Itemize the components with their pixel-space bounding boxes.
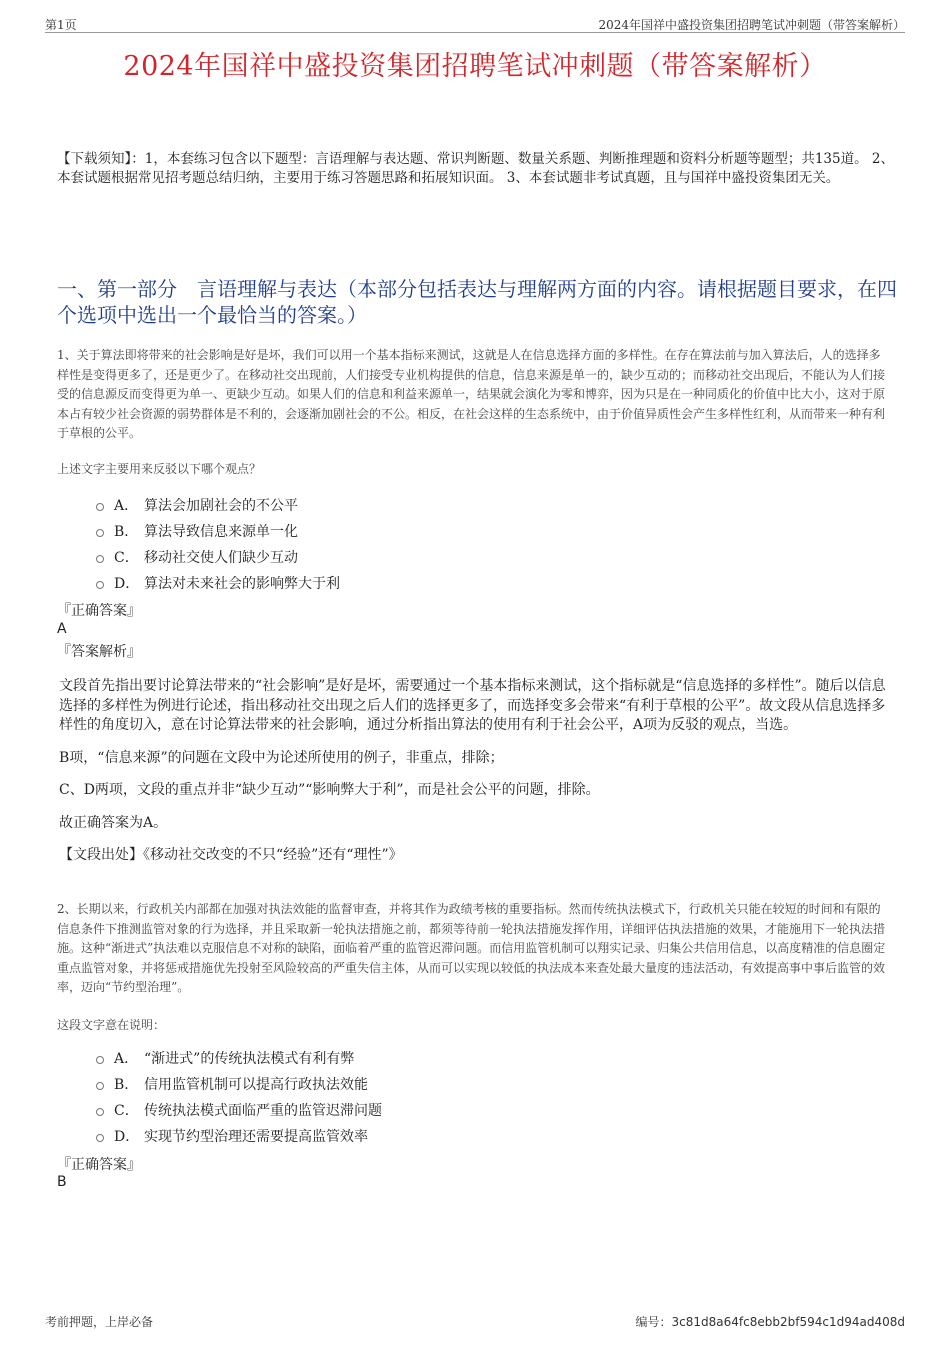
option-text: 传统执法模式面临严重的监管迟滞问题 [144, 1103, 382, 1119]
question-1-answer-label: 『正确答案』 [57, 603, 141, 619]
question-1-analysis [59, 677, 889, 879]
question-2-prompt: 这段文字意在说明： [57, 1018, 166, 1032]
page-header [45, 14, 905, 33]
question-1-option-d[interactable] [96, 570, 796, 596]
option-text: 实现节约型治理还需要提高监管效率 [144, 1129, 368, 1145]
question-2-option-b[interactable] [96, 1071, 796, 1097]
question-2-options [96, 1045, 796, 1149]
option-key: C． [114, 1103, 139, 1119]
question-1-stem: 1、关于算法即将带来的社会影响是好是坏，我们可以用一个基本指标来测试，这就是人在信息选择方面的多样性。在存在算法前与加入算法后，人的选择多样性是变得更多了，还是更少了。在移动社交出现前，人们接受专业机构提供的信息，信息来源是单一的，缺少互动的；而移动社交出现后，不能认为人们接受的信息源反而变得更为单一、更缺少互动。如果人们的信息和利益来源单一，结果就会演化为零和博弈，因为只是在一种同质化的价值中比大小，这对于原本占有较少社会资源的弱势群体是不利的，会逐渐加剧社会的不公。相反，在社会这样的生态系统中，由于价值异质性会产生多样性红利，从而带来一种有利于草根的公平。 [57, 348, 886, 440]
radio-icon[interactable] [96, 1108, 104, 1116]
analysis-paragraph: B项，“信息来源”的问题在文段中为论述所使用的例子，非重点，排除； [59, 749, 504, 766]
option-text: 算法导致信息来源单一化 [144, 524, 298, 540]
question-2-option-d[interactable] [96, 1123, 796, 1149]
option-text: 算法会加剧社会的不公平 [144, 498, 298, 514]
question-2-option-a[interactable] [96, 1045, 796, 1071]
analysis-paragraph: 文段首先指出要讨论算法带来的“社会影响”是好是坏，需要通过一个基本指标来测试，这个指标就是“信息选择的多样性”。随后以信息选择的多样性为例进行论述，指出移动社交出现之后人们的选择更多了，而选择变多会带来“有利于草根的公平”。故文段从信息选择多样性的角度切入，意在讨论算法带来的社会影响，通过分析指出算法的使用有利于社会公平，A项为反驳的观点，当选。 [59, 678, 886, 733]
radio-icon[interactable] [96, 503, 104, 511]
radio-icon[interactable] [96, 581, 104, 589]
page-number: 第1页 [45, 18, 77, 32]
question-1-option-c[interactable] [96, 544, 796, 570]
option-text: 算法对未来社会的影响弊大于利 [144, 576, 340, 592]
option-key: B． [114, 524, 139, 540]
question-2-answer-label: 『正确答案』 [57, 1157, 141, 1173]
question-1-prompt: 上述文字主要用来反驳以下哪个观点？ [57, 462, 262, 476]
radio-icon[interactable] [96, 529, 104, 537]
analysis-paragraph: C、D两项，文段的重点并非“缺少互动”“影响弊大于利”，而是社会公平的问题，排除。 [59, 782, 600, 798]
section-heading: 一、第一部分 言语理解与表达（本部分包括表达与理解两方面的内容。请根据题目要求，在四个选项中选出一个最恰当的答案。） [57, 277, 897, 327]
option-text: 移动社交使人们缺少互动 [144, 550, 298, 566]
question-1-options [96, 492, 796, 596]
option-key: A． [114, 498, 139, 514]
footer-code-value: 3c81d8a64fc8ebb2bf594c1d94ad408d [671, 1315, 905, 1329]
radio-icon[interactable] [96, 1056, 104, 1064]
option-text: “渐进式”的传统执法模式有利有弊 [144, 1051, 355, 1067]
question-2-option-c[interactable] [96, 1097, 796, 1123]
radio-icon[interactable] [96, 555, 104, 563]
option-text: 信用监管机制可以提高行政执法效能 [144, 1077, 368, 1093]
download-notice: 【下载须知】：1，本套练习包含以下题型：言语理解与表达题、常识判断题、数量关系题、判断推理题和资料分析题等题型；共135道。 2、本套试题根据常见招考题总结归纳，主要用于练习答题思路和拓展知识面。 3、本套试题非考试真题，且与国祥中盛投资集团无关。 [57, 151, 894, 186]
question-1-analysis-label: 『答案解析』 [57, 644, 141, 660]
header-doc-title: 2024年国祥中盛投资集团招聘笔试冲刺题（带答案解析） [598, 18, 905, 32]
footer-slogan: 考前押题，上岸必备 [45, 1315, 154, 1329]
option-key: D． [114, 576, 140, 592]
option-key: A． [114, 1051, 139, 1067]
radio-icon[interactable] [96, 1134, 104, 1142]
analysis-source: 【文段出处】《移动社交改变的不只“经验”还有“理性”》 [59, 847, 403, 863]
question-1-answer: A [57, 621, 67, 637]
footer-code [636, 1313, 905, 1330]
question-2-stem: 2、长期以来，行政机关内部都在加强对执法效能的监督审查，并将其作为政绩考核的重要指标。然而传统执法模式下，行政机关只能在较短的时间和有限的信息条件下推测监管对象的行为选择，并且采取新一轮执法措施之前，都须等待前一轮执法措施发挥作用，详细评估执法措施的效果，才能施用下一轮执法措施。这种“渐进式”执法难以克服信息不对称的缺陷，面临着严重的监管迟滞问题。而信用监管机制可以翔实记录、归集公共信用信息，以高度精准的信息圈定重点监管对象，并将惩戒措施优先投射至风险较高的严重失信主体，从而可以实现以较低的执法成本来查处最大量度的违法活动，有效提高事中事后监管的效率，迈向“节约型治理”。 [57, 902, 886, 994]
option-key: D． [114, 1129, 140, 1145]
question-2-answer: B [57, 1174, 67, 1190]
question-1-option-a[interactable] [96, 492, 796, 518]
option-key: C． [114, 550, 139, 566]
radio-icon[interactable] [96, 1082, 104, 1090]
option-key: B． [114, 1077, 139, 1093]
document-title: 2024年国祥中盛投资集团招聘笔试冲刺题（带答案解析） [123, 51, 827, 82]
footer-code-label: 编号： [635, 1315, 672, 1329]
question-1-option-b[interactable] [96, 518, 796, 544]
analysis-paragraph: 故正确答案为A。 [59, 814, 168, 831]
